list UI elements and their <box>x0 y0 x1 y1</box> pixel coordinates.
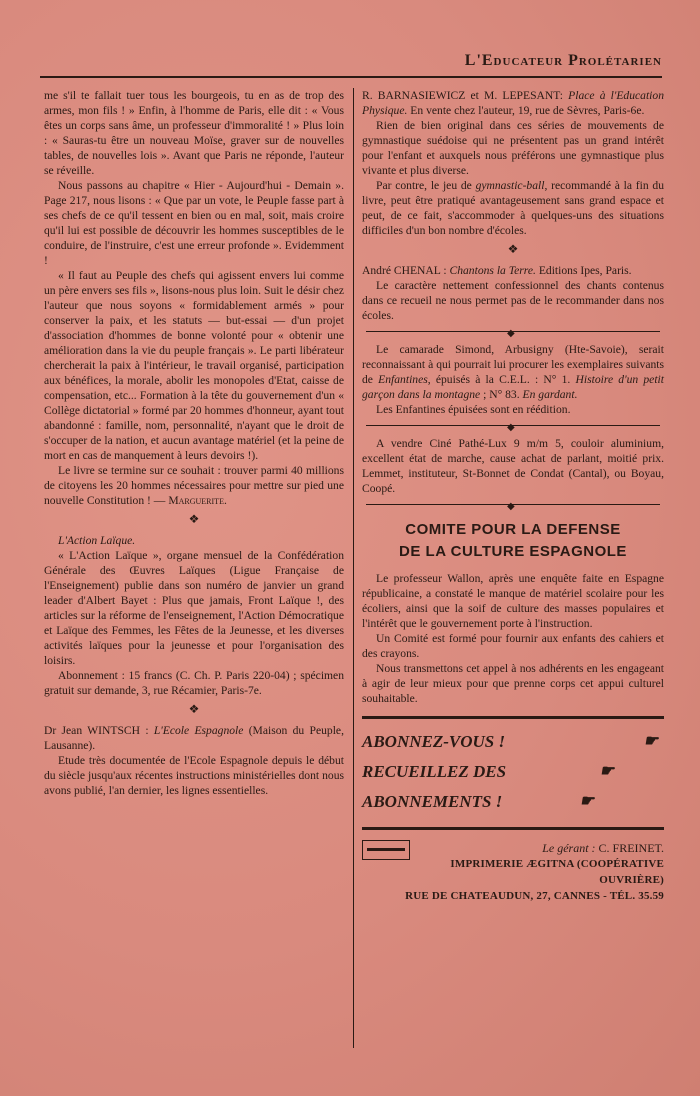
pointing-hand-icon: ☛ <box>643 733 658 750</box>
left-column <box>44 88 344 798</box>
pointing-hand-icon: ☛ <box>579 793 594 810</box>
paragraph: Les Enfantines épuisées sont en réédition. <box>376 403 571 416</box>
slogan-text: RECUEILLEZ DES <box>362 762 507 781</box>
separator <box>366 501 660 512</box>
author: R. BARNASIEWICZ et M. LEPESANT: <box>362 89 569 102</box>
paragraph: Nous passons au chapitre « Hier - Aujourd'hui - Demain ». Page 217, nous lisons : « Que par un vote, le Peuple fasse part à ses chefs de ce qu'il tessent en bien ou en mal, soit, mais croire qu'il lui est possible de découvrir les hommes susceptibles de le conduire, de l'instruire, c'est une erreur profonde ». Evidemment ! <box>44 179 344 267</box>
ornament: ❖ <box>188 512 200 526</box>
separator-diamond: ◆ <box>507 422 515 433</box>
paragraph <box>362 342 664 402</box>
journal-title: L'Educateur Prolétarien <box>464 52 662 69</box>
gerant-line <box>362 840 664 856</box>
text: , recommandé à la fin du livre, peut être pratiqué avantageusement sans grand espace et peut, de ce fait, s'accommoder à quelques-uns des situations difficiles d'un bon nombre d'écoles. <box>362 179 664 237</box>
paragraph: « L'Action Laïque », organe mensuel de la Confédération Générale des Œuvres Laïques (Ligue Française de l'Enseignement) publie dans son numéro de janvier un grand leader d'Albert Bayet : Plus que jamais, Front Laïque !, des articles sur la réforme de l'enseignement, l'Action Démocratique et Laïque des Femmes, les Fêtes de la Jeunesse, et les diverses activités laïques pour la jeunesse et pour l'organisation des loisirs. <box>44 549 344 667</box>
text-italic: gymnastic-ball <box>475 179 545 192</box>
signature: Marguerite. <box>168 494 227 507</box>
book-title: Chantons la Terre. <box>449 264 536 277</box>
pointing-hand-icon: ☛ <box>599 763 614 780</box>
gerant-name: C. FREINET. <box>598 841 664 855</box>
paragraph <box>362 178 664 238</box>
publisher: Editions Ipes, Paris. <box>535 264 632 277</box>
paragraph: Etude très documentée de l'Ecole Espagnole depuis le début du siècle jusqu'aux récentes instructions ministérielles dont nous avons publié, l'an dernier, les lignes essentielles. <box>44 754 344 797</box>
committee-title-line: COMITE POUR LA DEFENSE <box>405 521 621 538</box>
text: ; N° 83. <box>480 388 523 401</box>
committee-title <box>362 519 664 563</box>
paragraph: me s'il te fallait tuer tous les bourgeois, tu en as de trop des armes, mon fils ! » Enfin, à l'homme de Paris, elle dit : « Vous êtes un corps sans âme, un professeur d'immoralité ! » Plus loin : « Sauras-tu être un nouveau Moïse, graver sur de nouvelles tables, de nouvelles lois ». Avant que Paris ne réponde, l'auteur se réveille. <box>44 89 344 177</box>
text-italic: Enfantines <box>378 373 428 386</box>
slogan-line <box>362 787 664 817</box>
thick-rule <box>362 827 664 830</box>
ornament: ❖ <box>188 702 200 716</box>
text: , épuisés à la C.E.L. : N° 1. <box>427 373 576 386</box>
paragraph: « Il faut au Peuple des chefs qui agissent envers lui comme un père envers ses fils », lisons-nous plus loin. Suit le désir chez l'auteur que nous soyons « formidablement armés » pour conserver la paix, et les statuts — but-essai — d'un projet d'association d'hommes de bonne volonté pour « obtenir une amélioration dans la vie du peuple français ». Le parti libérateur chercherait la paix à l'intérieur, le travail organisé, participation aux bénéfices, la morale, abolir les monopoles d'Etat, caisse de compensation, etc... Formation à la tête du gouvernement d'un « Collège dictatorial » formé par 20 hommes d'honneur, ayant tout abandonné : famille, nom, personnalité, n'ayant que le droit de s'occuper de la nation, et aucun avantage matériel (et la peine de mort en cas de manquement à leurs devoirs !). <box>44 269 344 462</box>
separator-diamond: ◆ <box>507 501 515 512</box>
paragraph: A vendre Ciné Pathé-Lux 9 m/m 5, couloir aluminium, excellent état de marche, cause achat de parlant, moitié prix. Lemmet, instituteur, St-Bonnet de Condat (Cantal), ou Boyau, Coopé. <box>362 437 664 495</box>
paragraph: Rien de bien original dans ces séries de mouvements de gymnastique suédoise qui ne présentent pas un grand intérêt pour l'enfant et auxquels nous préférons une gymnastique plus vivante et plus diverse. <box>362 119 664 177</box>
text-italic: En gardant. <box>522 388 578 401</box>
paragraph: Le caractère nettement confessionnel des chants contenus dans ce recueil ne nous permet pas de le recommander dans nos écoles. <box>362 279 664 322</box>
text: Par contre, le jeu de <box>376 179 476 192</box>
book-title: Place à l'Education Physique. <box>362 89 664 117</box>
paragraph: Un Comité est formé pour fournir aux enfants des cahiers et des crayons. <box>362 632 664 660</box>
ornament: ❖ <box>507 242 519 256</box>
printer-line: IMPRIMERIE ÆGITNA (COOPÉRATIVE OUVRIÈRE) <box>450 858 664 886</box>
review-heading <box>44 723 344 753</box>
publisher: (Maison du Peuple, Lausanne). <box>44 724 344 752</box>
committee-title-line: DE LA CULTURE ESPAGNOLE <box>399 543 627 560</box>
text-italic: Histoire d'un petit garçon dans la montagne <box>362 373 664 401</box>
gerant-label: Le gérant : <box>542 841 599 855</box>
slogan-line <box>362 727 664 757</box>
page-header <box>40 48 662 78</box>
separator <box>366 422 660 433</box>
text: Le camarade Simond, Arbusigny (Hte-Savoie), serait reconnaissant à qui pourrait lui procurer les exemplaires suivants de <box>362 343 664 386</box>
paragraph: Abonnement : 15 francs (C. Ch. P. Paris 220-04) ; spécimen gratuit sur demande, 3, rue Récamier, Paris-7e. <box>44 669 344 697</box>
slogan-text: ABONNEMENTS ! <box>362 792 503 811</box>
colophon <box>362 840 664 904</box>
thick-rule <box>362 716 664 719</box>
right-column <box>362 88 664 904</box>
section-title: L'Action Laïque. <box>58 534 136 547</box>
printer-address: RUE DE CHATEAUDUN, 27, CANNES - TÉL. 35.59 <box>405 890 664 902</box>
paragraph: Nous transmettons cet appel à nos adhérents en les engageant à agir de leur mieux pour que prenne corps cet appui culturel souhaitable. <box>362 662 664 705</box>
paragraph: Le professeur Wallon, après une enquête faite en Espagne républicaine, a constaté le manque de matériel scolaire pour les écoliers, ainsi que la soif de culture des masses populaires et l'intérêt que le gouvernement porte à l'instruction. <box>362 572 664 630</box>
author: Dr Jean WINTSCH : <box>44 724 154 737</box>
column-divider <box>353 88 354 1048</box>
slogan-text: ABONNEZ-VOUS ! <box>362 732 506 751</box>
separator <box>366 328 660 339</box>
review-heading <box>362 88 664 118</box>
author: André CHENAL : <box>362 264 450 277</box>
printer-logo-icon <box>362 840 410 860</box>
separator-diamond: ◆ <box>507 328 515 339</box>
publisher: En vente chez l'auteur, 19, rue de Sèvres, Paris-6e. <box>407 104 645 117</box>
paragraph-text: Le livre se termine sur ce souhait : trouver parmi 40 millions de citoyens les 20 hommes nécessaires pour mettre sur pied une nouvelle Constitution ! — <box>44 464 344 507</box>
slogan-line <box>362 757 664 787</box>
paragraph <box>44 463 344 508</box>
book-title: L'Ecole Espagnole <box>153 724 244 737</box>
review-heading <box>362 263 664 278</box>
